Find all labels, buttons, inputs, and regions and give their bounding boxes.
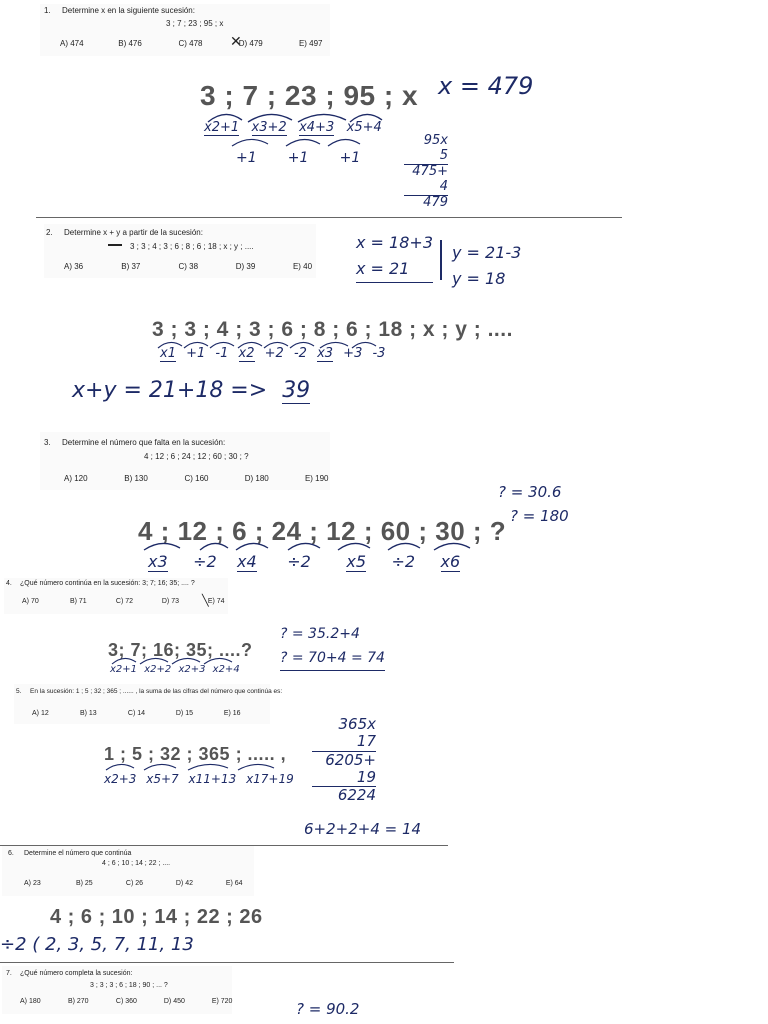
question-3 xyxy=(40,432,330,490)
q1-ops: x2+1 x3+2 x4+3 x5+4 xyxy=(204,120,382,135)
q2-answer: 39 xyxy=(282,378,311,403)
q3-big-sequence: 4 ; 12 ; 6 ; 24 ; 12 ; 60 ; 30 ; ? xyxy=(138,516,507,546)
question-6-prompt: 6. Determine el número que continúa xyxy=(8,850,132,857)
q2-ops: x1 +1 -1 x2 +2 -2 x3 +3 -3 xyxy=(160,346,386,361)
q6-big-sequence: 4 ; 6 ; 10 ; 14 ; 22 ; 26 xyxy=(50,906,263,928)
q6-work: ÷2 ( 2, 3, 5, 7, 11, 13 xyxy=(0,934,194,955)
q7-work: ? = 90.2 xyxy=(296,1000,360,1018)
question-7-options: A) 180 B) 270 C) 360 D) 450 E) 720 xyxy=(20,998,233,1005)
q4-big-sequence: 3; 7; 16; 35; ....? xyxy=(108,640,253,660)
q2-sum: x+y = 21+18 => 39 xyxy=(72,378,311,403)
q2-work-y: y = 21-3 y = 18 xyxy=(452,243,522,288)
q1-diff-arcs xyxy=(228,134,368,148)
question-4 xyxy=(4,578,228,614)
question-2-options: A) 36 B) 37 C) 38 D) 39 E) 40 xyxy=(64,262,313,271)
question-7 xyxy=(2,966,232,1014)
option-c: C) 478 xyxy=(178,39,203,48)
question-7-prompt: 7. ¿Qué número completa la sucesión: xyxy=(6,970,133,977)
q5-big-sequence: 1 ; 5 ; 32 ; 365 ; ..... , xyxy=(104,744,287,764)
q5-arcs xyxy=(104,760,284,772)
q5-calculation: 365x 17 6205+ 19 6224 xyxy=(312,716,376,804)
question-2-sequence: 3 ; 3 ; 4 ; 3 ; 6 ; 8 ; 6 ; 18 ; x ; y ; .... xyxy=(130,242,254,251)
q2-separator xyxy=(440,240,442,280)
option-b: B) 476 xyxy=(118,39,142,48)
q2-work-x: x = 18+3 x = 21 xyxy=(356,230,433,283)
question-4-options: A) 70 B) 71 C) 72 D) 73 E) 74 xyxy=(22,598,225,605)
question-number: 1. xyxy=(44,6,51,15)
q3-ops: x3 ÷2 x4 ÷2 x5 ÷2 x6 xyxy=(148,552,461,571)
divider xyxy=(36,217,622,218)
check-mark-icon: ╲ xyxy=(202,594,209,607)
q2-big-sequence: 3 ; 3 ; 4 ; 3 ; 6 ; 8 ; 6 ; 18 ; x ; y ; .... xyxy=(152,318,513,341)
question-2-prompt: 2. Determine x + y a partir de la sucesión: xyxy=(46,228,203,237)
q3-work: ? = 30.6 ? = 180 xyxy=(498,483,569,525)
question-3-options: A) 120 B) 130 C) 160 D) 180 E) 190 xyxy=(64,474,329,483)
option-d: D) 479 xyxy=(238,39,263,48)
question-6 xyxy=(2,846,254,896)
question-1-prompt: 1. Determine x en la siguiente sucesión: xyxy=(44,6,195,15)
check-mark-icon: ✕ xyxy=(230,34,242,50)
question-3-prompt: 3. Determine el número que falta en la sucesión: xyxy=(44,438,226,447)
question-5-options: A) 12 B) 13 C) 14 D) 15 E) 16 xyxy=(32,710,241,717)
option-a: A) 474 xyxy=(60,39,84,48)
question-3-sequence: 4 ; 12 ; 6 ; 24 ; 12 ; 60 ; 30 ; ? xyxy=(144,452,249,461)
divider xyxy=(0,962,454,963)
q4-work: ? = 35.2+4 ? = 70+4 = 74 xyxy=(280,622,385,671)
q1-answer: x = 479 xyxy=(438,72,534,100)
question-5 xyxy=(14,684,283,724)
question-5-prompt: 5. En la sucesión: 1 ; 5 ; 32 ; 365 ; ...... , la suma de las cifras del número que continúa es: xyxy=(16,688,283,695)
q5-sum: 6+2+2+4 = 14 xyxy=(304,820,422,838)
question-4-prompt: 4. ¿Qué número continúa en la sucesión: 3; 7; 16; 35; .... ? xyxy=(6,580,195,587)
q1-calculation: 95x 5 475+ 4 479 xyxy=(404,134,448,211)
question-1-sequence: 3 ; 7 ; 23 ; 95 ; x xyxy=(166,19,224,28)
question-1 xyxy=(40,4,330,56)
option-e: E) 497 xyxy=(298,39,323,48)
marker-stroke xyxy=(108,244,122,246)
q5-ops: x2+3 x5+7 x11+13 x17+19 xyxy=(104,772,294,786)
question-2 xyxy=(44,224,316,278)
question-1-options xyxy=(60,39,323,48)
q3-arcs xyxy=(140,538,480,552)
q4-ops: x2+1 x2+2 x2+3 x2+4 xyxy=(110,664,240,675)
q1-diffs: +1 +1 +1 xyxy=(236,150,361,166)
q1-big-sequence: 3 ; 7 ; 23 ; 95 ; x xyxy=(200,80,419,111)
question-7-sequence: 3 ; 3 ; 3 ; 6 ; 18 ; 90 ; ... ? xyxy=(90,982,168,989)
question-6-options: A) 23 B) 25 C) 26 D) 42 E) 64 xyxy=(24,880,243,887)
question-6-sequence: 4 ; 6 ; 10 ; 14 ; 22 ; .... xyxy=(102,860,171,867)
